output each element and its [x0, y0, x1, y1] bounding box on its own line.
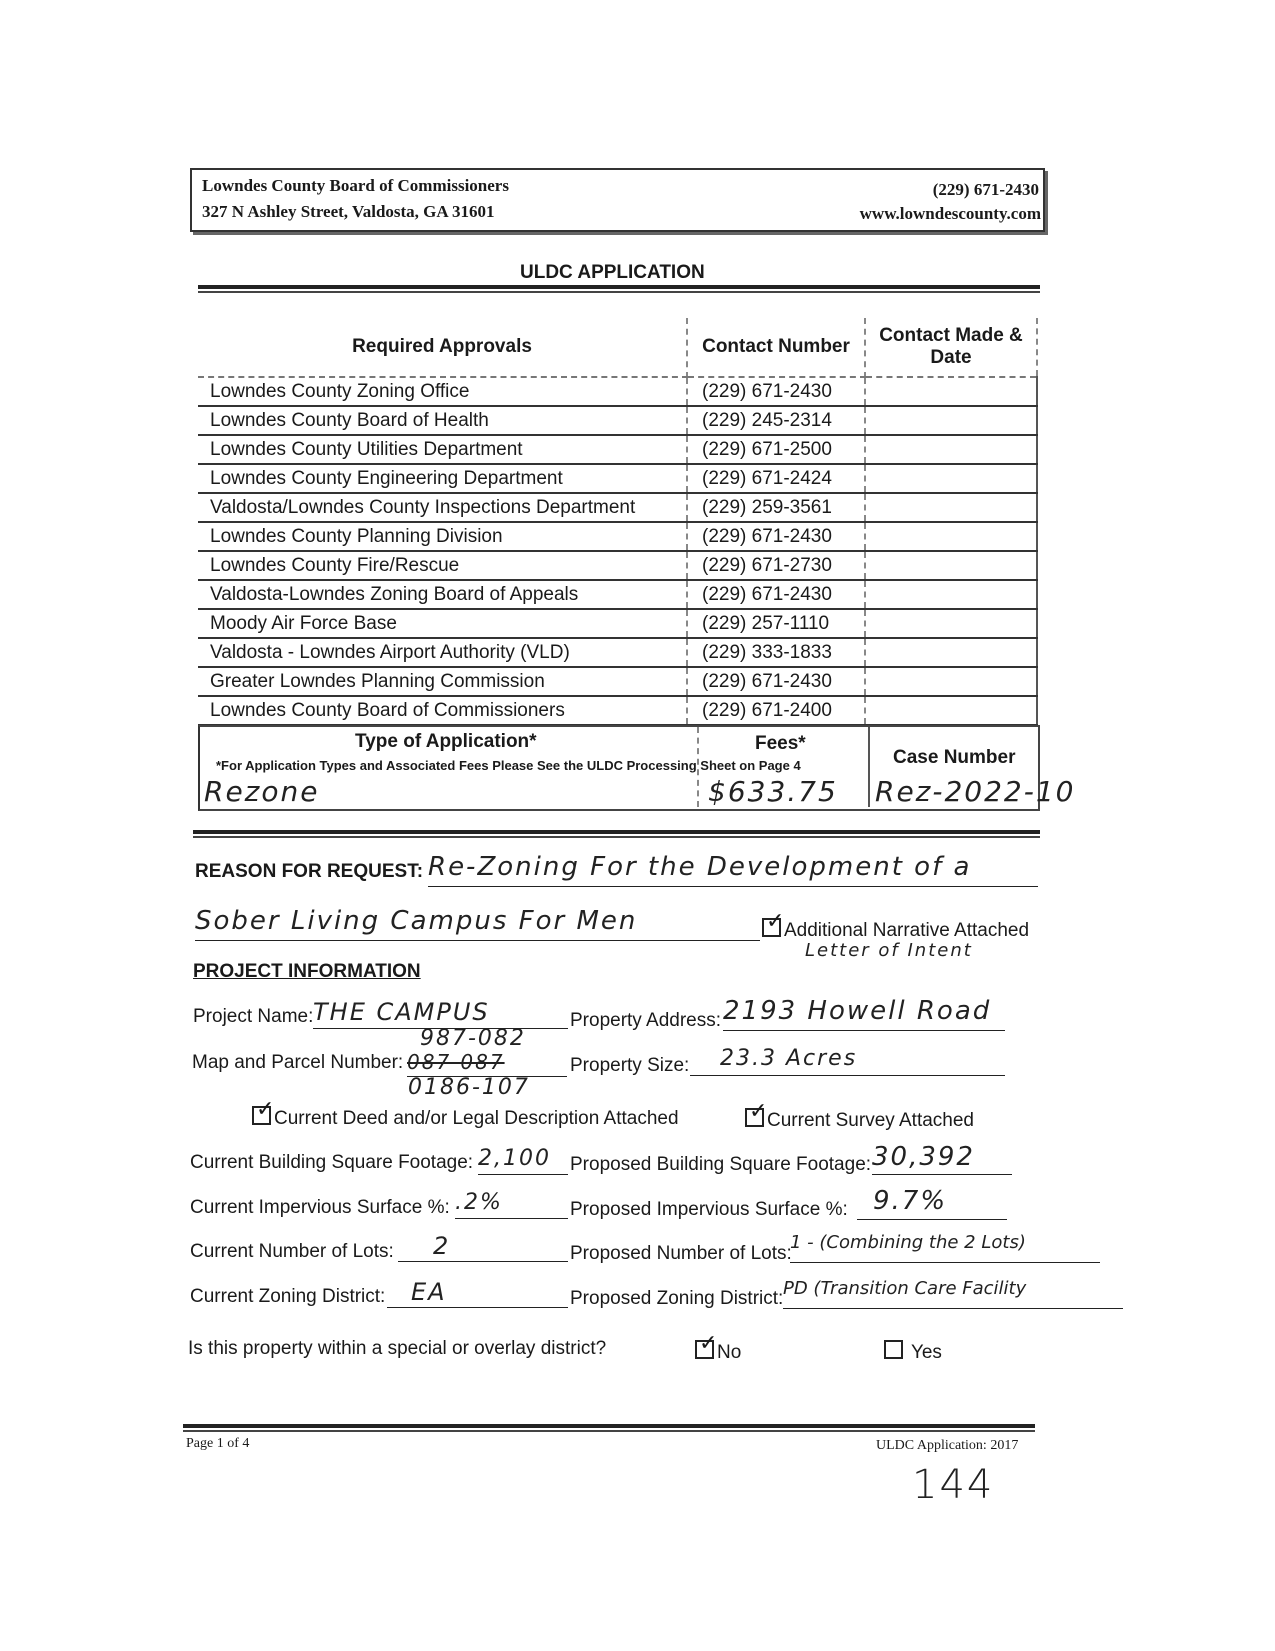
contact-made-field[interactable] — [865, 667, 1037, 696]
current-lots-field[interactable]: 2 — [398, 1232, 568, 1262]
current-impervious-field[interactable]: .2% — [455, 1190, 568, 1219]
checkbox-empty-icon[interactable] — [884, 1340, 903, 1359]
case-value[interactable]: Rez-2022-10 — [875, 775, 1076, 808]
agency-name: Greater Lowndes Planning Commission — [198, 667, 687, 696]
page-number: Page 1 of 4 — [186, 1436, 250, 1451]
agency-phone: (229) 671-2430 — [687, 667, 865, 696]
case-label: Case Number — [893, 747, 1016, 768]
col-contact-made: Contact Made & Date — [865, 318, 1037, 377]
survey-label: Current Survey Attached — [767, 1110, 974, 1131]
overlay-question: Is this property within a special or overlay district? — [188, 1338, 607, 1359]
agency-phone: (229) 671-2424 — [687, 464, 865, 493]
divider — [183, 1424, 1035, 1432]
reason-label: REASON FOR REQUEST: — [195, 861, 424, 882]
parcel-label: Map and Parcel Number: — [192, 1052, 404, 1073]
narrative-note: Letter of Intent — [805, 940, 973, 961]
checkbox-checked-icon[interactable] — [745, 1108, 764, 1127]
agency-name: Moody Air Force Base — [198, 609, 687, 638]
org-address: 327 N Ashley Street, Valdosta, GA 31601 — [202, 202, 495, 221]
overlay-no-checkbox[interactable] — [695, 1340, 741, 1364]
contact-made-field[interactable] — [865, 406, 1037, 435]
form-version: ULDC Application: 2017 — [876, 1438, 1019, 1453]
table-row — [198, 435, 1037, 464]
table-row — [198, 377, 1037, 406]
project-name-label: Project Name: — [193, 1006, 314, 1027]
project-name-field[interactable]: THE CAMPUS — [313, 998, 568, 1029]
current-sqft-field[interactable]: 2,100 — [478, 1146, 568, 1175]
agency-phone: (229) 259-3561 — [687, 493, 865, 522]
current-lots-label: Current Number of Lots: — [190, 1241, 394, 1262]
contact-made-field[interactable] — [865, 435, 1037, 464]
proposed-lots-field[interactable]: 1 - (Combining the 2 Lots) — [790, 1232, 1100, 1263]
header-box — [190, 168, 1045, 232]
current-sqft-label: Current Building Square Footage: — [190, 1152, 474, 1173]
table-row — [198, 638, 1037, 667]
agency-name: Lowndes County Fire/Rescue — [198, 551, 687, 580]
col-contact-number: Contact Number — [687, 318, 865, 377]
address-field[interactable]: 2193 Howell Road — [723, 996, 1005, 1031]
application-note: *For Application Types and Associated Fees Please See the ULDC Processing Sheet on Page 4 — [216, 758, 801, 773]
current-zoning-field[interactable]: EA — [387, 1278, 568, 1308]
table-row — [198, 609, 1037, 638]
contact-made-field[interactable] — [865, 696, 1037, 725]
agency-name: Lowndes County Utilities Department — [198, 435, 687, 464]
proposed-impervious-label: Proposed Impervious Surface %: — [570, 1199, 848, 1220]
agency-name: Lowndes County Board of Health — [198, 406, 687, 435]
fee-value[interactable]: $633.75 — [708, 775, 838, 808]
org-name: Lowndes County Board of Commissioners — [202, 176, 509, 195]
agency-phone: (229) 671-2730 — [687, 551, 865, 580]
approvals-table — [198, 318, 1038, 726]
fees-label: Fees* — [755, 733, 806, 754]
overlay-yes-checkbox[interactable] — [884, 1340, 942, 1364]
table-row — [198, 406, 1037, 435]
size-field[interactable]: 23.3 Acres — [690, 1046, 1005, 1076]
table-row — [198, 464, 1037, 493]
divider — [193, 830, 1040, 838]
checkbox-checked-icon[interactable] — [252, 1106, 271, 1125]
type-value[interactable]: Rezone — [204, 775, 320, 808]
page-title: ULDC APPLICATION — [520, 262, 705, 283]
parcel-number-1[interactable]: 987-082 — [420, 1026, 526, 1051]
deed-checkbox[interactable] — [252, 1106, 679, 1130]
checkbox-checked-icon[interactable] — [695, 1340, 714, 1359]
narrative-label: Additional Narrative Attached — [784, 920, 1030, 941]
survey-checkbox[interactable] — [745, 1108, 974, 1132]
proposed-zoning-label: Proposed Zoning District: — [570, 1288, 784, 1309]
table-row — [198, 580, 1037, 609]
agency-name: Valdosta/Lowndes County Inspections Department — [198, 493, 687, 522]
parcel-struck: 087-087 — [407, 1050, 567, 1077]
contact-made-field[interactable] — [865, 377, 1037, 406]
contact-made-field[interactable] — [865, 638, 1037, 667]
contact-made-field[interactable] — [865, 464, 1037, 493]
proposed-impervious-field[interactable]: 9.7% — [857, 1186, 1007, 1220]
agency-phone: (229) 671-2430 — [687, 377, 865, 406]
type-label: Type of Application* — [355, 731, 537, 752]
proposed-zoning-field[interactable]: PD (Transition Care Facility — [783, 1278, 1123, 1309]
agency-phone: (229) 671-2500 — [687, 435, 865, 464]
col-required-approvals: Required Approvals — [198, 318, 687, 377]
reason-line-1[interactable]: Re-Zoning For the Development of a — [428, 852, 1038, 887]
agency-phone: (229) 671-2430 — [687, 580, 865, 609]
address-label: Property Address: — [570, 1010, 722, 1031]
contact-made-field[interactable] — [865, 551, 1037, 580]
contact-made-field[interactable] — [865, 609, 1037, 638]
application-type-box — [198, 725, 1076, 811]
contact-made-field[interactable] — [865, 493, 1037, 522]
checkbox-checked-icon[interactable] — [762, 918, 781, 937]
table-header — [198, 318, 1037, 377]
agency-name: Lowndes County Zoning Office — [198, 377, 687, 406]
table-row — [198, 493, 1037, 522]
agency-name: Lowndes County Planning Division — [198, 522, 687, 551]
handwritten-page-stamp: 144 — [912, 1462, 995, 1508]
divider — [198, 285, 1040, 293]
proposed-sqft-field[interactable]: 30,392 — [872, 1142, 1012, 1175]
agency-name: Valdosta-Lowndes Zoning Board of Appeals — [198, 580, 687, 609]
table-row — [198, 696, 1037, 725]
org-phone: (229) 671-2430 — [932, 180, 1039, 199]
current-impervious-label: Current Impervious Surface %: — [190, 1197, 450, 1218]
project-heading: PROJECT INFORMATION — [193, 961, 421, 982]
yes-label: Yes — [910, 1342, 942, 1363]
proposed-lots-label: Proposed Number of Lots: — [570, 1243, 792, 1264]
agency-phone: (229) 245-2314 — [687, 406, 865, 435]
table-row — [198, 522, 1037, 551]
contact-made-field[interactable] — [865, 522, 1037, 551]
table-row — [198, 667, 1037, 696]
agency-name: Lowndes County Engineering Department — [198, 464, 687, 493]
deed-label: Current Deed and/or Legal Description Attached — [274, 1108, 679, 1129]
table-row — [198, 551, 1037, 580]
current-zoning-label: Current Zoning District: — [190, 1286, 386, 1307]
agency-phone: (229) 257-1110 — [687, 609, 865, 638]
reason-line-2[interactable]: Sober Living Campus For Men — [195, 906, 760, 941]
contact-made-field[interactable] — [865, 580, 1037, 609]
parcel-number-2[interactable]: 0186-107 — [408, 1075, 530, 1100]
agency-name: Valdosta - Lowndes Airport Authority (VLD) — [198, 638, 687, 667]
no-label: No — [717, 1342, 742, 1363]
agency-phone: (229) 333-1833 — [687, 638, 865, 667]
agency-name: Lowndes County Board of Commissioners — [198, 696, 687, 725]
narrative-checkbox[interactable] — [762, 918, 1029, 942]
agency-phone: (229) 671-2430 — [687, 522, 865, 551]
org-website: www.lowndescounty.com — [859, 204, 1041, 223]
agency-phone: (229) 671-2400 — [687, 696, 865, 725]
proposed-sqft-label: Proposed Building Square Footage: — [570, 1154, 872, 1175]
size-label: Property Size: — [570, 1055, 690, 1076]
